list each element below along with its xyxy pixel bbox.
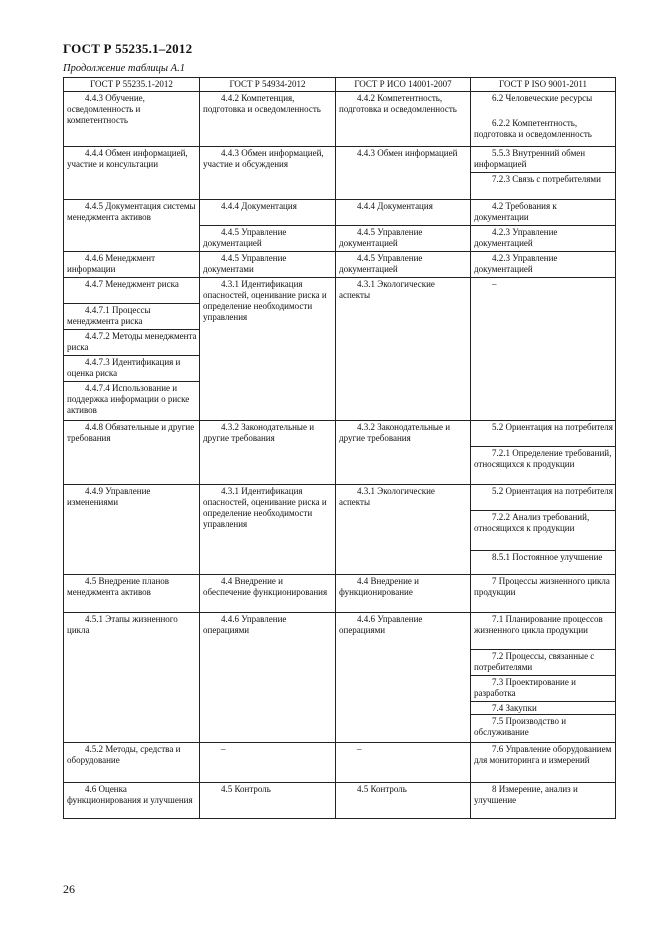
table-row [64,575,616,613]
cell-part: 8.5.1 Постоянное улучшение [492,552,603,562]
table-cell: 4.2.3 Управление документацией [471,252,616,278]
table-row [64,252,616,278]
table-cell: 4.4.4 Обмен информацией, участие и консультации [64,147,200,200]
table-cell: 4.4.5 Управление документацией [200,226,336,252]
table-cell [471,147,616,200]
table-cell: 4.4.3 Обмен информацией, участие и обсуждения [200,147,336,200]
table-cell [471,421,616,485]
page-number: 26 [63,882,75,896]
table-cell: 4.4.6 Управление операциями [200,613,336,743]
table-cell: 4.4.4 Документация [200,200,336,226]
table-cell: 4.3.1 Экологические аспекты [336,278,471,421]
table-cell [471,485,616,575]
cell-part: 5.2 Ориентация на потребителя [471,485,615,511]
table-row [64,200,616,226]
table-cell: 4.5.1 Этапы жизненного цикла [64,613,200,743]
table-cell: 4.5 Контроль [336,783,471,819]
table-row [64,783,616,819]
table-cell: 7 Процессы жизненного цикла продукции [471,575,616,613]
table-cell: 4.4.5 Управление документацией [336,252,471,278]
table-cell: 4.4.5 Документация системы менеджмента активов [64,200,200,252]
table-cell: 4.6 Оценка функционирования и улучшения [64,783,200,819]
cell-part: 6.2 Человеческие ресурсы [492,93,593,103]
table-row [64,421,616,485]
cell-part: 7.4 Закупки [471,702,615,715]
table-cell: 4.4.6 Менеджмент информации [64,252,200,278]
correspondence-table [63,77,616,819]
table-cell: 4.5 Внедрение планов менеджмента активов [64,575,200,613]
column-header: ГОСТ Р ИСО 14001-2007 [336,78,471,92]
table-row [64,743,616,783]
table-cell: 4.3.2 Законодательные и другие требования [336,421,471,485]
table-cell: 7.6 Управление оборудованием для мониторинга и измерений [471,743,616,783]
table-cell: 4.4.7.3 Идентификация и оценка риска [64,356,200,382]
table-row [64,92,616,147]
table-row [64,485,616,575]
column-header: ГОСТ Р 55235.1-2012 [64,78,200,92]
table-cell: – [200,743,336,783]
table-cell: 4.3.2 Законодательные и другие требования [200,421,336,485]
cell-part: 7.2.3 Связь с потребителями [492,174,601,184]
table-cell: 4.4.7.2 Методы менеджмента риска [64,330,200,356]
table-cell: 4.5 Контроль [200,783,336,819]
table-caption: Продолжение таблицы А.1 [63,63,185,74]
table-cell: 4.4.5 Управление документацией [336,226,471,252]
table-cell [471,613,616,743]
table-cell [471,92,616,147]
table-cell: 4.4.9 Управление изменениями [64,485,200,575]
table-row [64,613,616,743]
cell-part: 7.2.1 Определение требований, относящихся к продукции [474,448,612,469]
table-cell: 4.4.7.4 Использование и поддержка информации о риске активов [64,382,200,421]
table-cell: 4.5.2 Методы, средства и оборудование [64,743,200,783]
table-cell: 4.2.3 Управление документацией [471,226,616,252]
cell-part: 7.5 Производство и обслуживание [474,716,567,737]
column-header: ГОСТ Р ISO 9001-2011 [471,78,616,92]
table-cell: 8 Измерение, анализ и улучшение [471,783,616,819]
table-cell: 4.4.4 Документация [336,200,471,226]
table-cell: 4.3.1 Идентификация опасностей, оценивание риска и определение необходимости управления [200,485,336,575]
column-header: ГОСТ Р 54934-2012 [200,78,336,92]
table-cell: 4.4.8 Обязательные и другие требования [64,421,200,485]
table-cell: 4.4.3 Обучение, осведомленность и компетентность [64,92,200,147]
cell-part: 6.2.2 Компетентность, подготовка и осведомленность [474,118,592,139]
table-cell: 4.4 Внедрение и функционирование [336,575,471,613]
table-row [64,278,616,304]
cell-part: 7.3 Проектирование и разработка [471,676,615,702]
table-cell: 4.4.3 Обмен информацией [336,147,471,200]
table-cell: 4.3.1 Экологические аспекты [336,485,471,575]
table-cell: – [336,743,471,783]
table-cell: 4.3.1 Идентификация опасностей, оценивание риска и определение необходимости управления [200,278,336,421]
cell-part: 7.2 Процессы, связанные с потребителями [471,650,615,676]
table-header-row [64,78,616,92]
table-cell: 4.4 Внедрение и обеспечение функционирования [200,575,336,613]
table-row [64,147,616,200]
table-cell: – [471,278,616,421]
table-cell: 4.4.2 Компетентность, подготовка и осведомленность [336,92,471,147]
cell-part: 7.1 Планирование процессов жизненного цикла продукции [471,613,615,650]
table-cell: 4.2 Требования к документации [471,200,616,226]
table-cell: 4.4.6 Управление операциями [336,613,471,743]
cell-part: 5.5.3 Внутренний обмен информацией [471,147,615,173]
cell-part: 7.2.2 Анализ требований, относящихся к продукции [471,511,615,551]
table-cell: 4.4.2 Компетенция, подготовка и осведомленность [200,92,336,147]
cell-part: 5.2 Ориентация на потребителя [471,421,615,447]
document-title: ГОСТ Р 55235.1–2012 [63,41,193,56]
table-cell: 4.4.5 Управление документами [200,252,336,278]
table-cell: 4.4.7 Менеджмент риска [64,278,200,304]
table-cell: 4.4.7.1 Процессы менеджмента риска [64,304,200,330]
